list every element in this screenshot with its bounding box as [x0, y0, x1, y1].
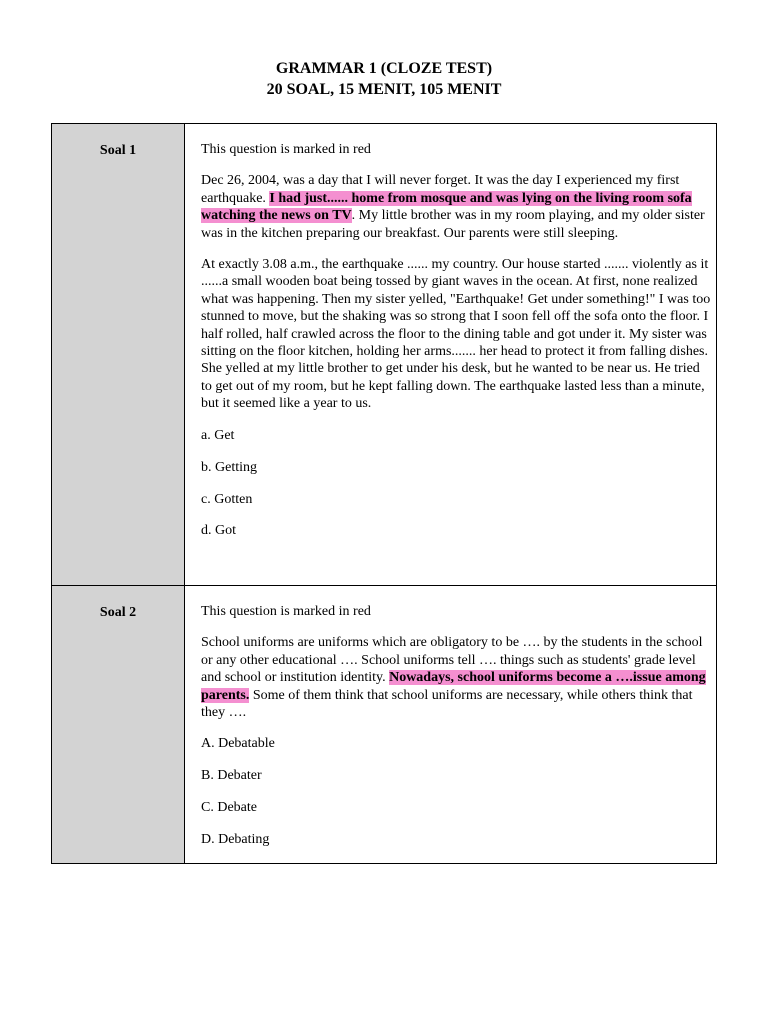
highlighted-question-text: Nowadays, school uniforms become a ….issue among parents.	[201, 670, 706, 703]
page-title: GRAMMAR 1 (CLOZE TEST)	[275, 60, 493, 77]
answer-option-c[interactable]: C. Debate	[201, 800, 257, 816]
document-header	[0, 58, 768, 100]
question-label-cell	[52, 124, 185, 585]
page-subtitle: 20 SOAL, 15 MENIT, 105 MENIT	[266, 81, 502, 98]
passage-paragraph: At exactly 3.08 a.m., the earthquake ...... my country. Our house started ....... violently as it ......a small wooden boat being tossed by giant waves in the ocean. At first, none realized what was happening. Then my sister yelled, "Earthquake! Get under something!" I was too stunned to move, but the shaking was so strong that I soon fell off the sofa onto the floor. I half rolled, half crawled across the floor to the dining table and got under it. My sister was sitting on the floor kitchen, holding her arms....... her head to protect it from falling dishes. She yelled at my little brother to get under his desk, but he wanted to be near us. He tried to get out of my room, but he kept falling down. The earthquake lasted less than a minute, but it seemed like a year to us.	[201, 257, 711, 412]
question-note: This question is marked in red	[201, 604, 371, 619]
question-label: Soal 1	[99, 143, 137, 158]
question-row	[52, 586, 716, 864]
question-label: Soal 2	[99, 605, 137, 620]
question-content	[185, 586, 716, 863]
question-row	[52, 124, 716, 586]
passage-text: Some of them think that school uniforms are necessary, while others think that they ….	[201, 687, 693, 721]
answer-option-d[interactable]: d. Got	[201, 523, 236, 539]
question-label-cell	[52, 586, 185, 863]
answer-option-d[interactable]: D. Debating	[201, 832, 270, 848]
question-table	[51, 123, 717, 864]
question-note: This question is marked in red	[201, 142, 371, 157]
answer-option-a[interactable]: A. Debatable	[201, 736, 275, 752]
highlighted-question-text: I had just...... home from mosque and was lying on the living room sofa watching the news on TV	[201, 190, 692, 224]
answer-option-b[interactable]: B. Debater	[201, 768, 262, 784]
passage-paragraph	[201, 172, 712, 242]
passage-text: Dec 26, 2004, was a day that I will never forget. It was the day I experienced my first earthquake.	[201, 173, 680, 206]
answer-option-b[interactable]: b. Getting	[201, 459, 257, 475]
passage-paragraph	[201, 634, 712, 721]
passage-text: School uniforms are uniforms which are obligatory to be …. by the students in the school or any other educational …. School uniforms tell …. things such as students' grade level and school or institution identity.	[201, 635, 703, 686]
passage-text: . My little brother was in my room playing, and my older sister was in the kitchen preparing our breakfast. Our parents were still sleeping.	[201, 208, 705, 241]
answer-option-c[interactable]: c. Gotten	[201, 491, 253, 507]
question-content	[185, 124, 716, 585]
answer-option-a[interactable]: a. Get	[201, 427, 235, 443]
